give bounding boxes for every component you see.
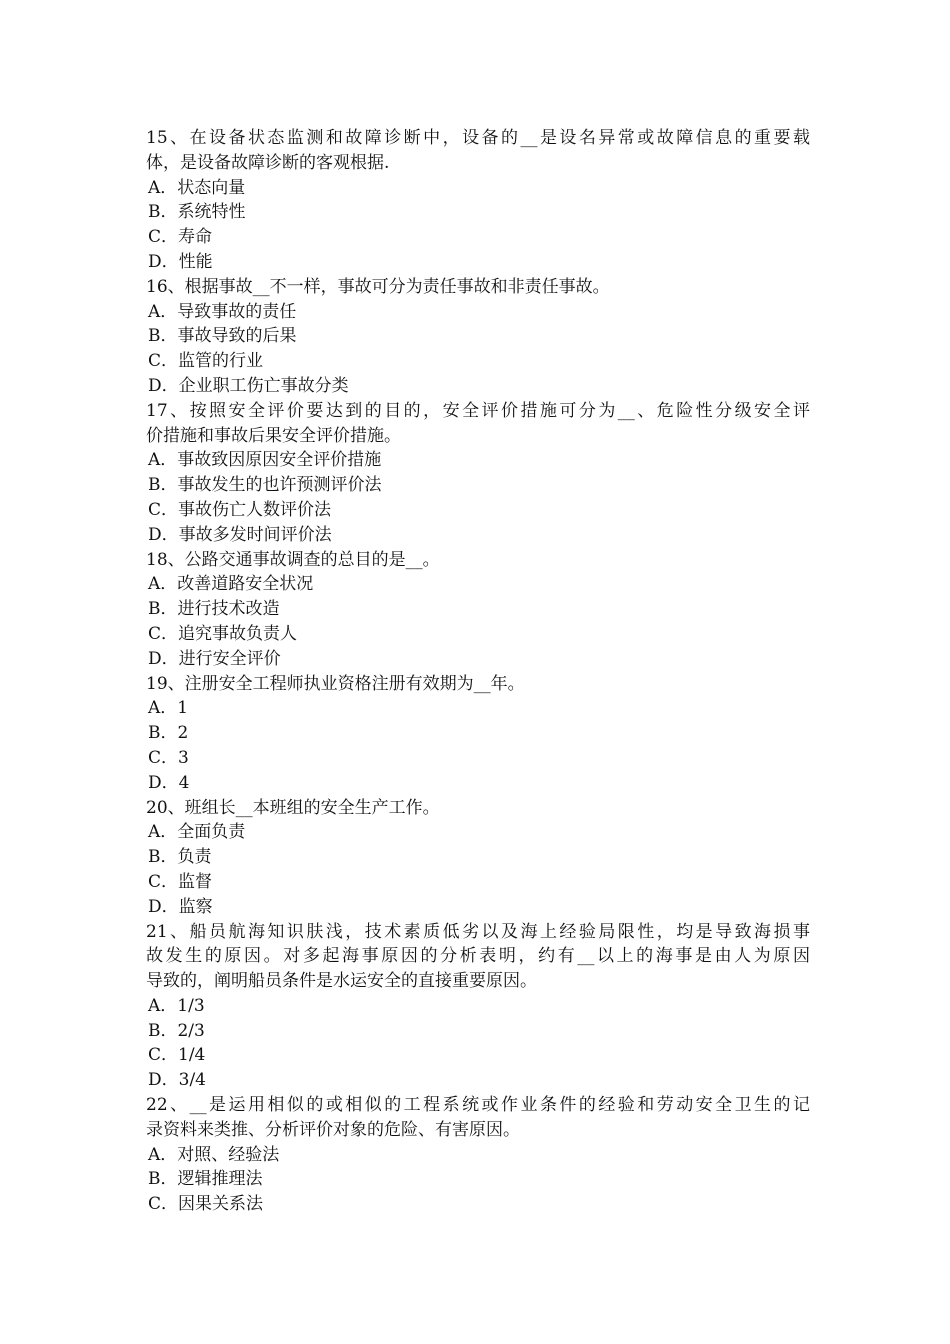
question-17 bbox=[146, 399, 810, 548]
question-22 bbox=[146, 1093, 810, 1217]
question-text-line: 15、在设备状态监测和故障诊断中，设备的__是设名异常或故障信息的重要载 bbox=[146, 128, 810, 148]
option-d: D．监察 bbox=[148, 896, 213, 917]
option-b: B．负责 bbox=[148, 847, 212, 868]
question-text-line: 导致的，阐明船员条件是水运安全的直接重要原因。 bbox=[146, 971, 537, 992]
question-text-line: 21、船员航海知识肤浅，技术素质低劣以及海上经验局限性，均是导致海损事 bbox=[146, 921, 810, 942]
question-text-line: 17、按照安全评价要达到的目的，安全评价措施可分为__、危险性分级安全评 bbox=[146, 400, 810, 421]
option-c: C．寿命 bbox=[148, 227, 213, 248]
option-c: C．事故伤亡人数评价法 bbox=[148, 499, 332, 520]
question-text-line: 19、注册安全工程师执业资格注册有效期为__年。 bbox=[146, 673, 525, 694]
option-b: B．逻辑推理法 bbox=[148, 1169, 263, 1190]
document-page bbox=[146, 126, 810, 1217]
question-text-line: 价措施和事故后果安全评价措施。 bbox=[146, 425, 401, 446]
question-15 bbox=[146, 126, 810, 275]
option-b: B．事故发生的也许预测评价法 bbox=[148, 475, 382, 496]
option-c: C．监督 bbox=[148, 871, 213, 892]
option-c: C．3 bbox=[148, 747, 189, 768]
option-b: B．进行技术改造 bbox=[148, 599, 280, 620]
option-d: D．企业职工伤亡事故分类 bbox=[148, 375, 349, 396]
option-d: D．进行安全评价 bbox=[148, 648, 281, 669]
option-a: A．状态向量 bbox=[148, 177, 246, 198]
option-a: A．全面负责 bbox=[148, 822, 246, 843]
option-a: A．对照、经验法 bbox=[148, 1144, 280, 1165]
option-d: D．3/4 bbox=[148, 1070, 206, 1091]
option-c: C．1/4 bbox=[148, 1045, 206, 1066]
option-b: B．事故导致的后果 bbox=[148, 326, 297, 347]
question-text-line: 18、公路交通事故调查的总目的是__。 bbox=[146, 549, 440, 570]
option-b: B．2 bbox=[148, 723, 189, 744]
option-d: D．性能 bbox=[148, 251, 213, 272]
option-a: A．改善道路安全状况 bbox=[148, 574, 314, 595]
question-18 bbox=[146, 548, 810, 672]
question-text-line: 16、根据事故__不一样，事故可分为责任事故和非责任事故。 bbox=[146, 276, 610, 297]
option-a: A．导致事故的责任 bbox=[148, 301, 297, 322]
option-d: D．事故多发时间评价法 bbox=[148, 524, 332, 545]
question-text-line: 体，是设备故障诊断的客观根据. bbox=[146, 152, 390, 173]
option-a: A．1/3 bbox=[148, 995, 205, 1016]
question-text-line: 22、__是运用相似的或相似的工程系统或作业条件的经验和劳动安全卫生的记 bbox=[146, 1095, 810, 1116]
option-d: D．4 bbox=[148, 772, 190, 793]
question-text-line: 20、班组长__本班组的安全生产工作。 bbox=[146, 797, 440, 818]
question-21 bbox=[146, 920, 810, 1094]
option-c: C．因果关系法 bbox=[148, 1194, 264, 1215]
question-16 bbox=[146, 275, 810, 399]
question-20 bbox=[146, 796, 810, 920]
option-b: B．系统特性 bbox=[148, 202, 246, 223]
option-b: B．2/3 bbox=[148, 1020, 205, 1041]
option-c: C．追究事故负责人 bbox=[148, 623, 298, 644]
option-c: C．监管的行业 bbox=[148, 351, 264, 372]
option-a: A．事故致因原因安全评价措施 bbox=[148, 450, 382, 471]
question-19 bbox=[146, 672, 810, 796]
option-a: A．1 bbox=[148, 698, 189, 719]
question-text-line: 故发生的原因。对多起海事原因的分析表明，约有__以上的海事是由人为原因 bbox=[146, 946, 810, 967]
question-text-line: 录资料来类推、分析评价对象的危险、有害原因。 bbox=[146, 1119, 520, 1140]
